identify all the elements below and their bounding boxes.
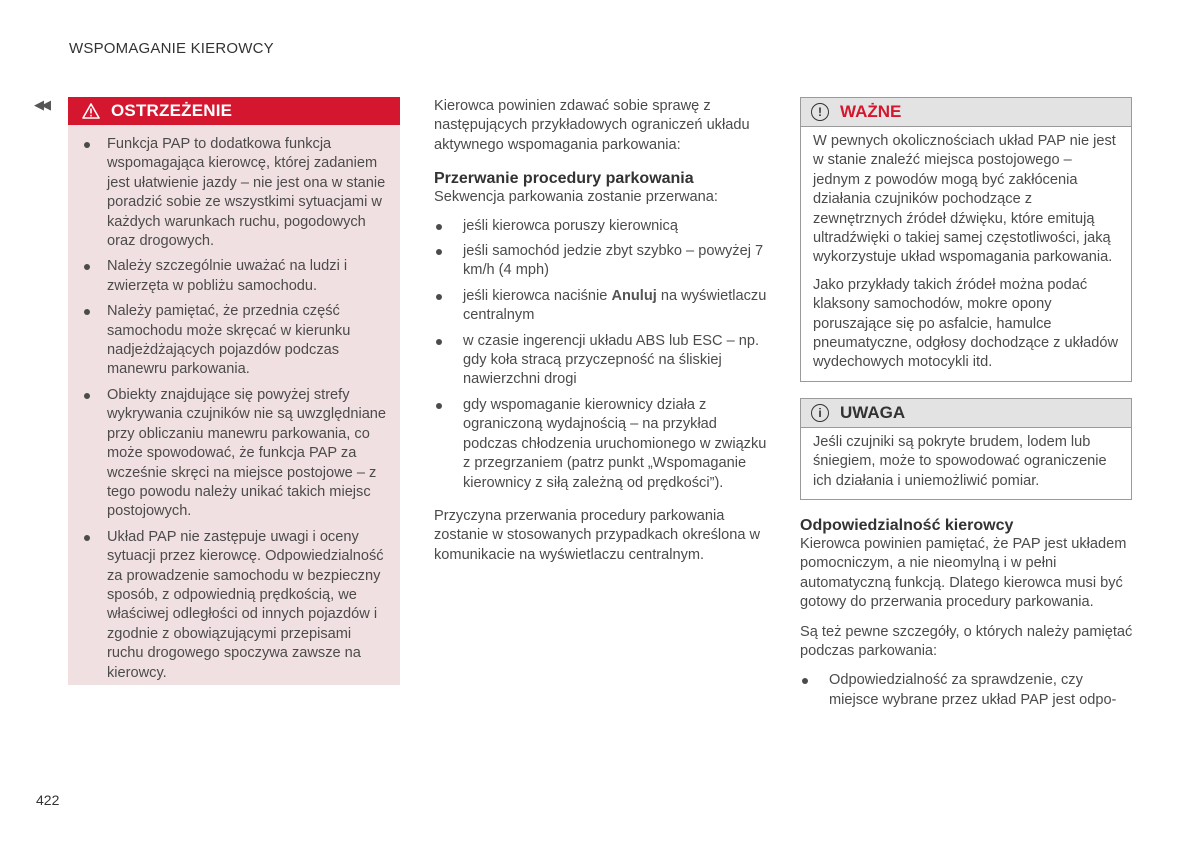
info-circle-icon: i bbox=[811, 404, 829, 422]
section-heading: Odpowiedzialność kierowcy bbox=[800, 517, 1014, 534]
note-body: Jeśli czujniki są pokryte brudem, lodem lub śniegiem, może to spowodować ograniczenie ich działania i uniemożliwić pomiar. bbox=[813, 434, 1107, 489]
lead-paragraph: Sekwencja parkowania zostanie przerwana: bbox=[434, 189, 718, 206]
page-number: 422 bbox=[36, 792, 60, 808]
bullet-icon bbox=[436, 249, 442, 255]
bullet-icon bbox=[436, 294, 442, 300]
cancel-label: Anuluj bbox=[611, 287, 657, 304]
section-header: WSPOMAGANIE KIEROWCY bbox=[69, 40, 274, 57]
bullet-icon bbox=[84, 309, 90, 315]
note-box bbox=[800, 398, 1132, 500]
bullet-icon bbox=[436, 224, 442, 230]
bullet-icon bbox=[84, 393, 90, 399]
list-item: jeśli kierowca naciśnie Anuluj na wyświetlaczu centralnym bbox=[434, 287, 769, 326]
warning-triangle-icon bbox=[82, 103, 100, 119]
warning-list bbox=[68, 125, 400, 683]
bullet-icon bbox=[436, 339, 442, 345]
list-item: Należy pamiętać, że przednia część samochodu może skręcać w kierunku nadjeżdżających pojazdów podczas manewru parkowania. bbox=[84, 302, 388, 380]
exclamation-circle-icon: ! bbox=[811, 103, 829, 121]
important-box bbox=[800, 97, 1132, 382]
list-item: Należy szczególnie uważać na ludzi i zwierzęta w pobliżu samochodu. bbox=[84, 257, 388, 296]
bullet-icon bbox=[436, 403, 442, 409]
interrupt-list bbox=[434, 217, 769, 493]
warning-title: OSTRZEŻENIE bbox=[111, 101, 233, 120]
bullet-icon bbox=[84, 142, 90, 148]
list-item: gdy wspomaganie kierownicy działa z ograniczoną wydajnością – na przykład podczas chłodzenia uruchomionego w związku z przegrzaniem (patrz punkt „Wspomaganie kierownicy z siłą zależną od prędkości”). bbox=[434, 396, 769, 493]
section-heading: Przerwanie procedury parkowania bbox=[434, 170, 694, 188]
bullet-icon bbox=[84, 264, 90, 270]
details-list bbox=[800, 671, 1135, 710]
list-item: w czasie ingerencji układu ABS lub ESC – np. gdy koła stracą przyczepność na śliskiej nawierzchni drogi bbox=[434, 332, 769, 390]
important-header bbox=[801, 98, 1131, 127]
warning-box bbox=[68, 97, 400, 685]
right-column-text bbox=[800, 516, 1135, 710]
list-item: Odpowiedzialność za sprawdzenie, czy miejsce wybrane przez układ PAP jest odpo- bbox=[800, 671, 1135, 710]
double-chevron-left-icon: ◀◀ bbox=[34, 97, 48, 112]
important-title: WAŻNE bbox=[840, 102, 902, 121]
note-header bbox=[801, 399, 1131, 428]
list-item: Obiekty znajdujące się powyżej strefy wykrywania czujników nie są uwzględniane przy obliczaniu manewru parkowania, co może spowodować, że funkcja PAP za wcześnie skręci na miejsce postojowe – z tego powodu należy unikać takich miejsc postojowych. bbox=[84, 386, 388, 522]
details-paragraph: Są też pewne szczegóły, o których należy pamiętać podczas parkowania: bbox=[800, 623, 1133, 660]
list-item: Funkcja PAP to dodatkowa funkcja wspomagająca kierowcę, której zadaniem jest ułatwienie jazdy – nie jest ona w stanie poradzić sobie ze wszystkimi sytuacjami w każdych warunkach ruchu, pogodowych oraz drogowych. bbox=[84, 135, 388, 251]
important-body: W pewnych okolicznościach układ PAP nie jest w stanie znaleźć miejsca postojowego – jednym z powodów mogą być zakłócenia działania czujników pochodzące z zewnętrznych źródeł dźwięku, które emitują ultradźwięki o takiej samej częstotliwości, jaką wykorzystuje układ wspomagania parkowania. Jako przykłady takich źródeł można podać klaksony samochodów, mokre opony poruszające się po asfalcie, hamulce pneumatyczne, odgłosy dochodzące z układów wydechowych motocykli itd. bbox=[813, 133, 1119, 371]
note-title: UWAGA bbox=[840, 403, 906, 422]
middle-column bbox=[434, 97, 769, 565]
list-item: Układ PAP nie zastępuje uwagi i oceny sytuacji przez kierowcę. Odpowiedzialność za prowadzenie samochodu w bezpieczny sposób, z odpowiednią prędkością, we właściwej odległości od innych pojazdów i zgodnie z obowiązującymi przepisami ruchu drogowego spoczywa zawsze na kierowcy. bbox=[84, 528, 388, 683]
intro-paragraph: Kierowca powinien zdawać sobie sprawę z następujących przykładowych ograniczeń układu aktywnego wspomagania parkowania: bbox=[434, 98, 750, 153]
bullet-icon bbox=[802, 678, 808, 684]
bullet-icon bbox=[84, 535, 90, 541]
warning-header bbox=[68, 97, 400, 125]
outro-paragraph: Przyczyna przerwania procedury parkowania zostanie w stosowanych przypadkach określona w komunikacie na wyświetlaczu centralnym. bbox=[434, 507, 761, 563]
list-item: jeśli samochód jedzie zbyt szybko – powyżej 7 km/h (4 mph) bbox=[434, 242, 769, 281]
list-item: jeśli kierowca poruszy kierownicą bbox=[434, 217, 769, 236]
responsibility-paragraph: Kierowca powinien pamiętać, że PAP jest układem pomocniczym, a nie nieomylną i w pełni automatyczną funkcją. Dlatego kierowca musi być gotowy do przerwania procedury parkowania. bbox=[800, 536, 1127, 611]
